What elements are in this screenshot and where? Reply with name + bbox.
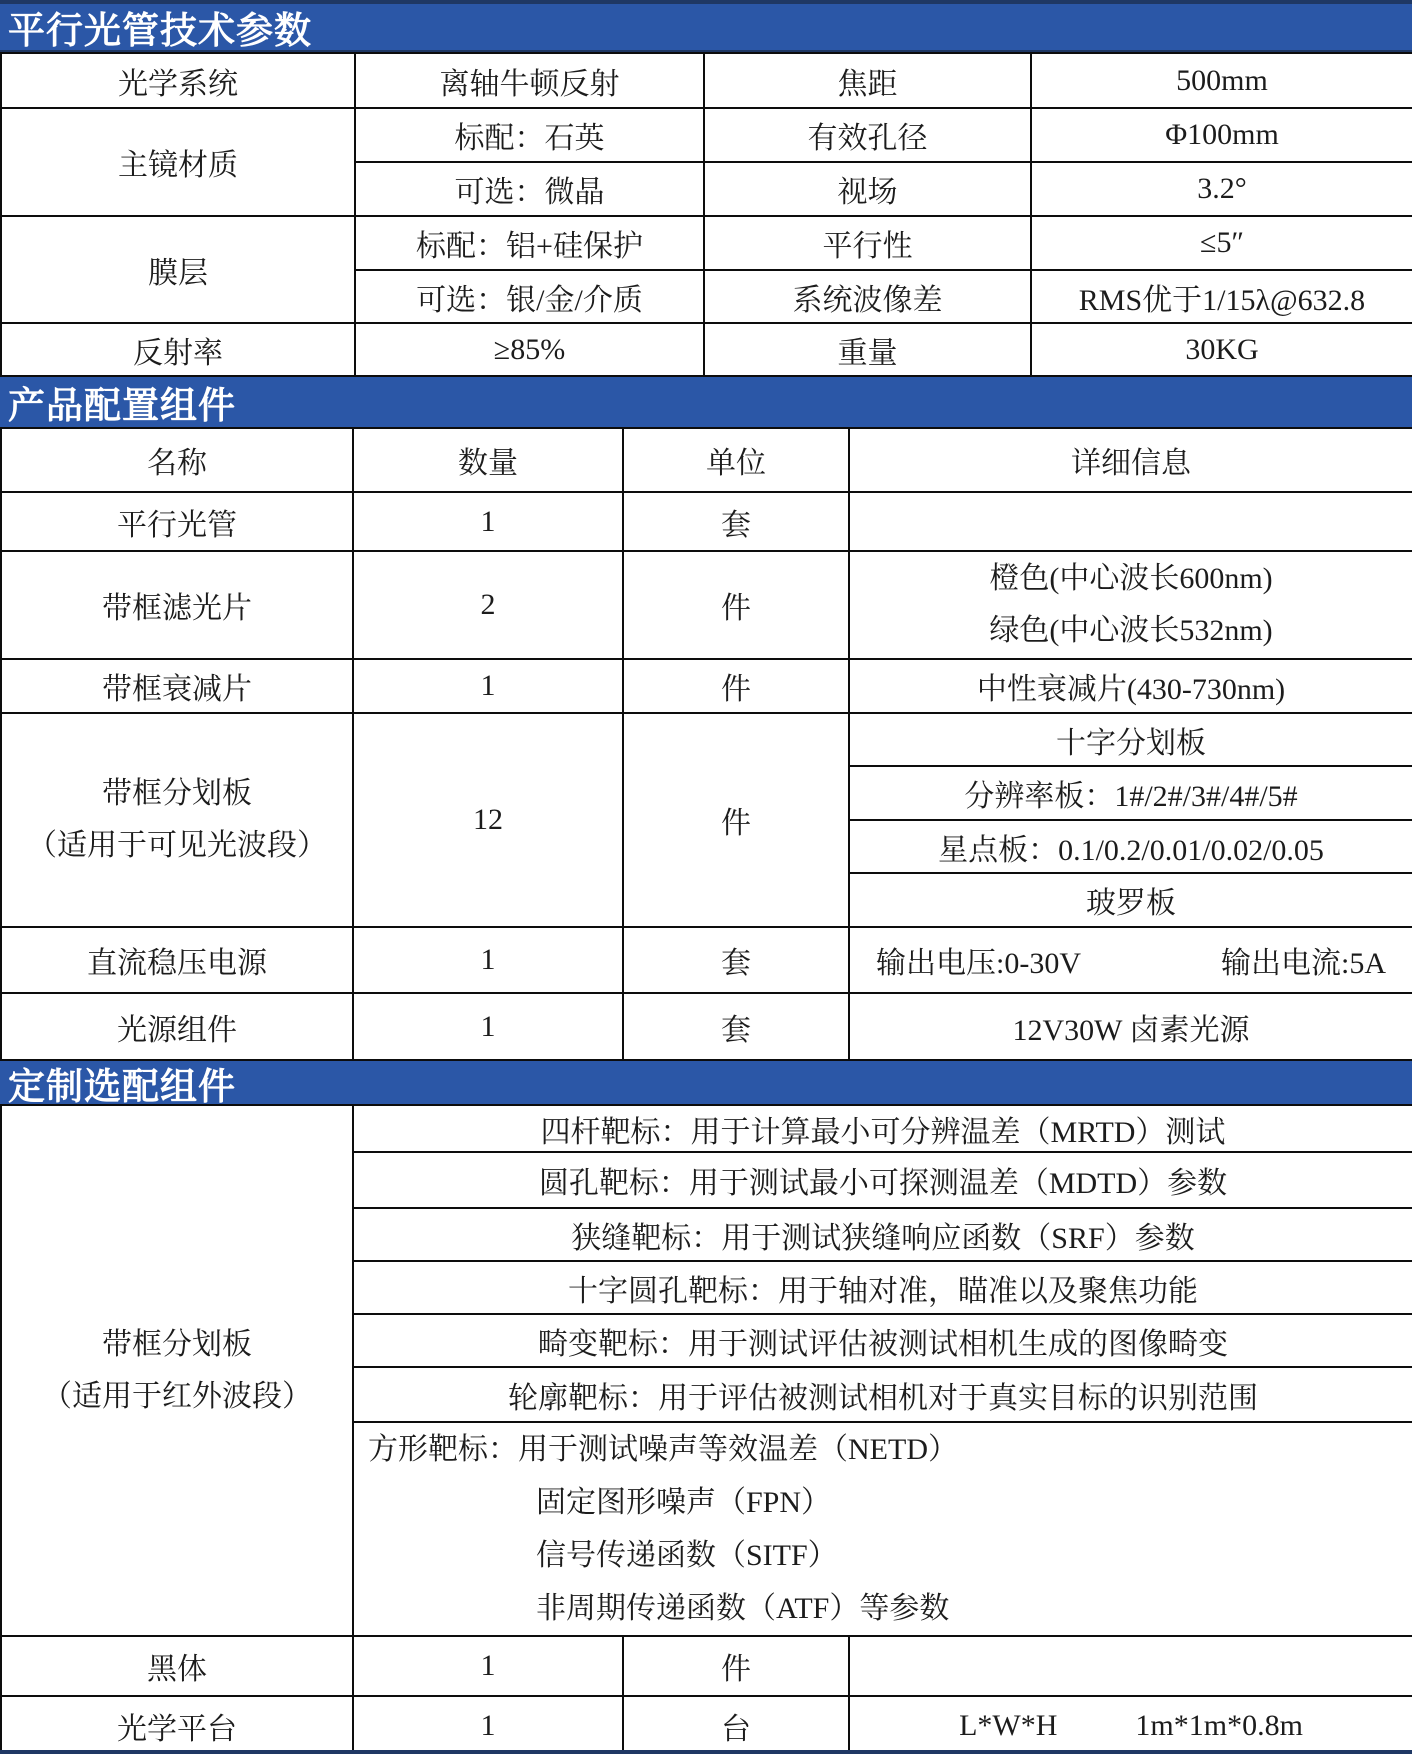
parallelism-label: 平行性	[704, 216, 1031, 270]
attenuator-detail: 中性衰减片(430-730nm)	[849, 659, 1412, 713]
table-row	[1, 323, 1412, 376]
table-row	[1, 492, 1412, 551]
section-title-tech-params: 平行光管技术参数	[8, 10, 312, 51]
filter-name: 带框滤光片	[1, 551, 353, 659]
mirror-material-standard: 标配：石英	[355, 108, 704, 162]
config-header-row	[1, 428, 1412, 492]
visible-reticle-name	[1, 713, 353, 927]
blackbody-unit: 件	[623, 1636, 849, 1696]
table-row	[1, 216, 1412, 270]
filter-detail-orange: 橙色(中心波长600nm)	[989, 562, 1273, 595]
light-source-detail: 12V30W 卤素光源	[849, 993, 1412, 1060]
table-row	[1, 1636, 1412, 1696]
table-row	[1, 1105, 1412, 1152]
table-row	[1, 993, 1412, 1060]
target-row-distortion: 畸变靶标：用于测试评估被测试相机生成的图像畸变	[353, 1314, 1412, 1367]
collimator-detail	[849, 492, 1412, 551]
target-row-slit: 狭缝靶标：用于测试狭缝响应函数（SRF）参数	[353, 1208, 1412, 1261]
optical-system-label: 光学系统	[1, 53, 355, 108]
col-header-qty: 数量	[353, 428, 623, 492]
collimator-name: 平行光管	[1, 492, 353, 551]
fov-label: 视场	[704, 162, 1031, 216]
aperture-label: 有效孔径	[704, 108, 1031, 162]
target-row-square	[353, 1422, 1412, 1636]
power-supply-detail	[849, 927, 1412, 993]
table-row	[1, 927, 1412, 993]
filter-qty: 2	[353, 551, 623, 659]
section-title-custom: 定制选配组件	[8, 1065, 236, 1107]
light-source-unit: 套	[623, 993, 849, 1060]
square-target-line-sitf: 信号传递函数（SITF）	[536, 1539, 838, 1572]
focal-length-value: 500mm	[1031, 53, 1412, 108]
section-header-config	[0, 377, 1412, 427]
platform-unit: 台	[623, 1696, 849, 1754]
col-header-detail: 详细信息	[849, 428, 1412, 492]
table-row	[1, 108, 1412, 162]
platform-qty: 1	[353, 1696, 623, 1754]
visible-reticle-scope-line: （适用于可见光波段）	[27, 829, 327, 862]
filter-detail-green: 绿色(中心波长532nm)	[989, 614, 1273, 647]
weight-value: 30KG	[1031, 323, 1412, 376]
target-row-pinhole: 圆孔靶标：用于测试最小可探测温差（MDTD）参数	[353, 1152, 1412, 1208]
focal-length-label: 焦距	[704, 53, 1031, 108]
tech-params-table	[0, 52, 1412, 377]
platform-dims-label: L*W*H	[959, 1709, 1058, 1742]
coating-optional: 可选：银/金/介质	[355, 270, 704, 323]
filter-detail	[849, 551, 1412, 659]
fov-value: 3.2°	[1031, 162, 1412, 216]
target-row-four-bar: 四杆靶标：用于计算最小可分辨温差（MRTD）测试	[353, 1105, 1412, 1152]
power-supply-current: 输出电流:5A	[1221, 947, 1386, 980]
table-row	[1, 659, 1412, 713]
blackbody-detail	[849, 1636, 1412, 1696]
reticle-detail-porro: 玻罗板	[849, 873, 1412, 927]
filter-unit: 件	[623, 551, 849, 659]
attenuator-qty: 1	[353, 659, 623, 713]
reflectivity-value: ≥85%	[355, 323, 704, 376]
custom-table	[0, 1104, 1412, 1754]
power-supply-qty: 1	[353, 927, 623, 993]
square-target-line-atf: 非周期传递函数（ATF）等参数	[536, 1592, 950, 1625]
power-supply-voltage: 输出电压:0-30V	[876, 947, 1081, 980]
optical-system-value: 离轴牛顿反射	[355, 53, 704, 108]
visible-reticle-unit: 件	[623, 713, 849, 927]
blackbody-name: 黑体	[1, 1636, 353, 1696]
visible-reticle-qty: 12	[353, 713, 623, 927]
blackbody-qty: 1	[353, 1636, 623, 1696]
table-row	[1, 1696, 1412, 1754]
mirror-material-label: 主镜材质	[1, 108, 355, 216]
aperture-value: Φ100mm	[1031, 108, 1412, 162]
wavefront-value: RMS优于1/15λ@632.8	[1031, 270, 1412, 323]
col-header-unit: 单位	[623, 428, 849, 492]
ir-reticle-name	[1, 1105, 353, 1636]
coating-standard: 标配：铝+硅保护	[355, 216, 704, 270]
section-header-custom	[0, 1061, 1412, 1107]
reticle-detail-resolution: 分辨率板：1#/2#/3#/4#/5#	[849, 766, 1412, 820]
collimator-qty: 1	[353, 492, 623, 551]
light-source-name: 光源组件	[1, 993, 353, 1060]
mirror-material-optional: 可选：微晶	[355, 162, 704, 216]
section-header-tech-params	[0, 4, 1412, 52]
attenuator-name: 带框衰减片	[1, 659, 353, 713]
table-row	[1, 551, 1412, 659]
platform-dims-value: 1m*1m*0.8m	[1135, 1709, 1303, 1742]
weight-label: 重量	[704, 323, 1031, 376]
visible-reticle-name-line: 带框分划板	[102, 777, 252, 810]
target-row-contour: 轮廓靶标：用于评估被测试相机对于真实目标的识别范围	[353, 1367, 1412, 1422]
square-target-line-fpn: 固定图形噪声（FPN）	[536, 1486, 832, 1519]
power-supply-name: 直流稳压电源	[1, 927, 353, 993]
power-supply-unit: 套	[623, 927, 849, 993]
section-title-config: 产品配置组件	[8, 385, 236, 426]
square-target-line-netd: 方形靶标：用于测试噪声等效温差（NETD）	[368, 1433, 958, 1466]
attenuator-unit: 件	[623, 659, 849, 713]
col-header-name: 名称	[1, 428, 353, 492]
reflectivity-label: 反射率	[1, 323, 355, 376]
ir-reticle-name-line: 带框分划板	[102, 1327, 252, 1361]
collimator-unit: 套	[623, 492, 849, 551]
light-source-qty: 1	[353, 993, 623, 1060]
coating-label: 膜层	[1, 216, 355, 323]
config-table	[0, 427, 1412, 1061]
target-row-cross-pinhole: 十字圆孔靶标：用于轴对准，瞄准以及聚焦功能	[353, 1261, 1412, 1314]
platform-name: 光学平台	[1, 1696, 353, 1754]
wavefront-label: 系统波像差	[704, 270, 1031, 323]
table-row	[1, 53, 1412, 108]
table-row	[1, 713, 1412, 766]
ir-reticle-scope-line: （适用于红外波段）	[42, 1379, 312, 1413]
reticle-detail-star: 星点板：0.1/0.2/0.01/0.02/0.05	[849, 820, 1412, 873]
parallelism-value: ≤5″	[1031, 216, 1412, 270]
reticle-detail-cross: 十字分划板	[849, 713, 1412, 766]
platform-detail	[849, 1696, 1412, 1754]
